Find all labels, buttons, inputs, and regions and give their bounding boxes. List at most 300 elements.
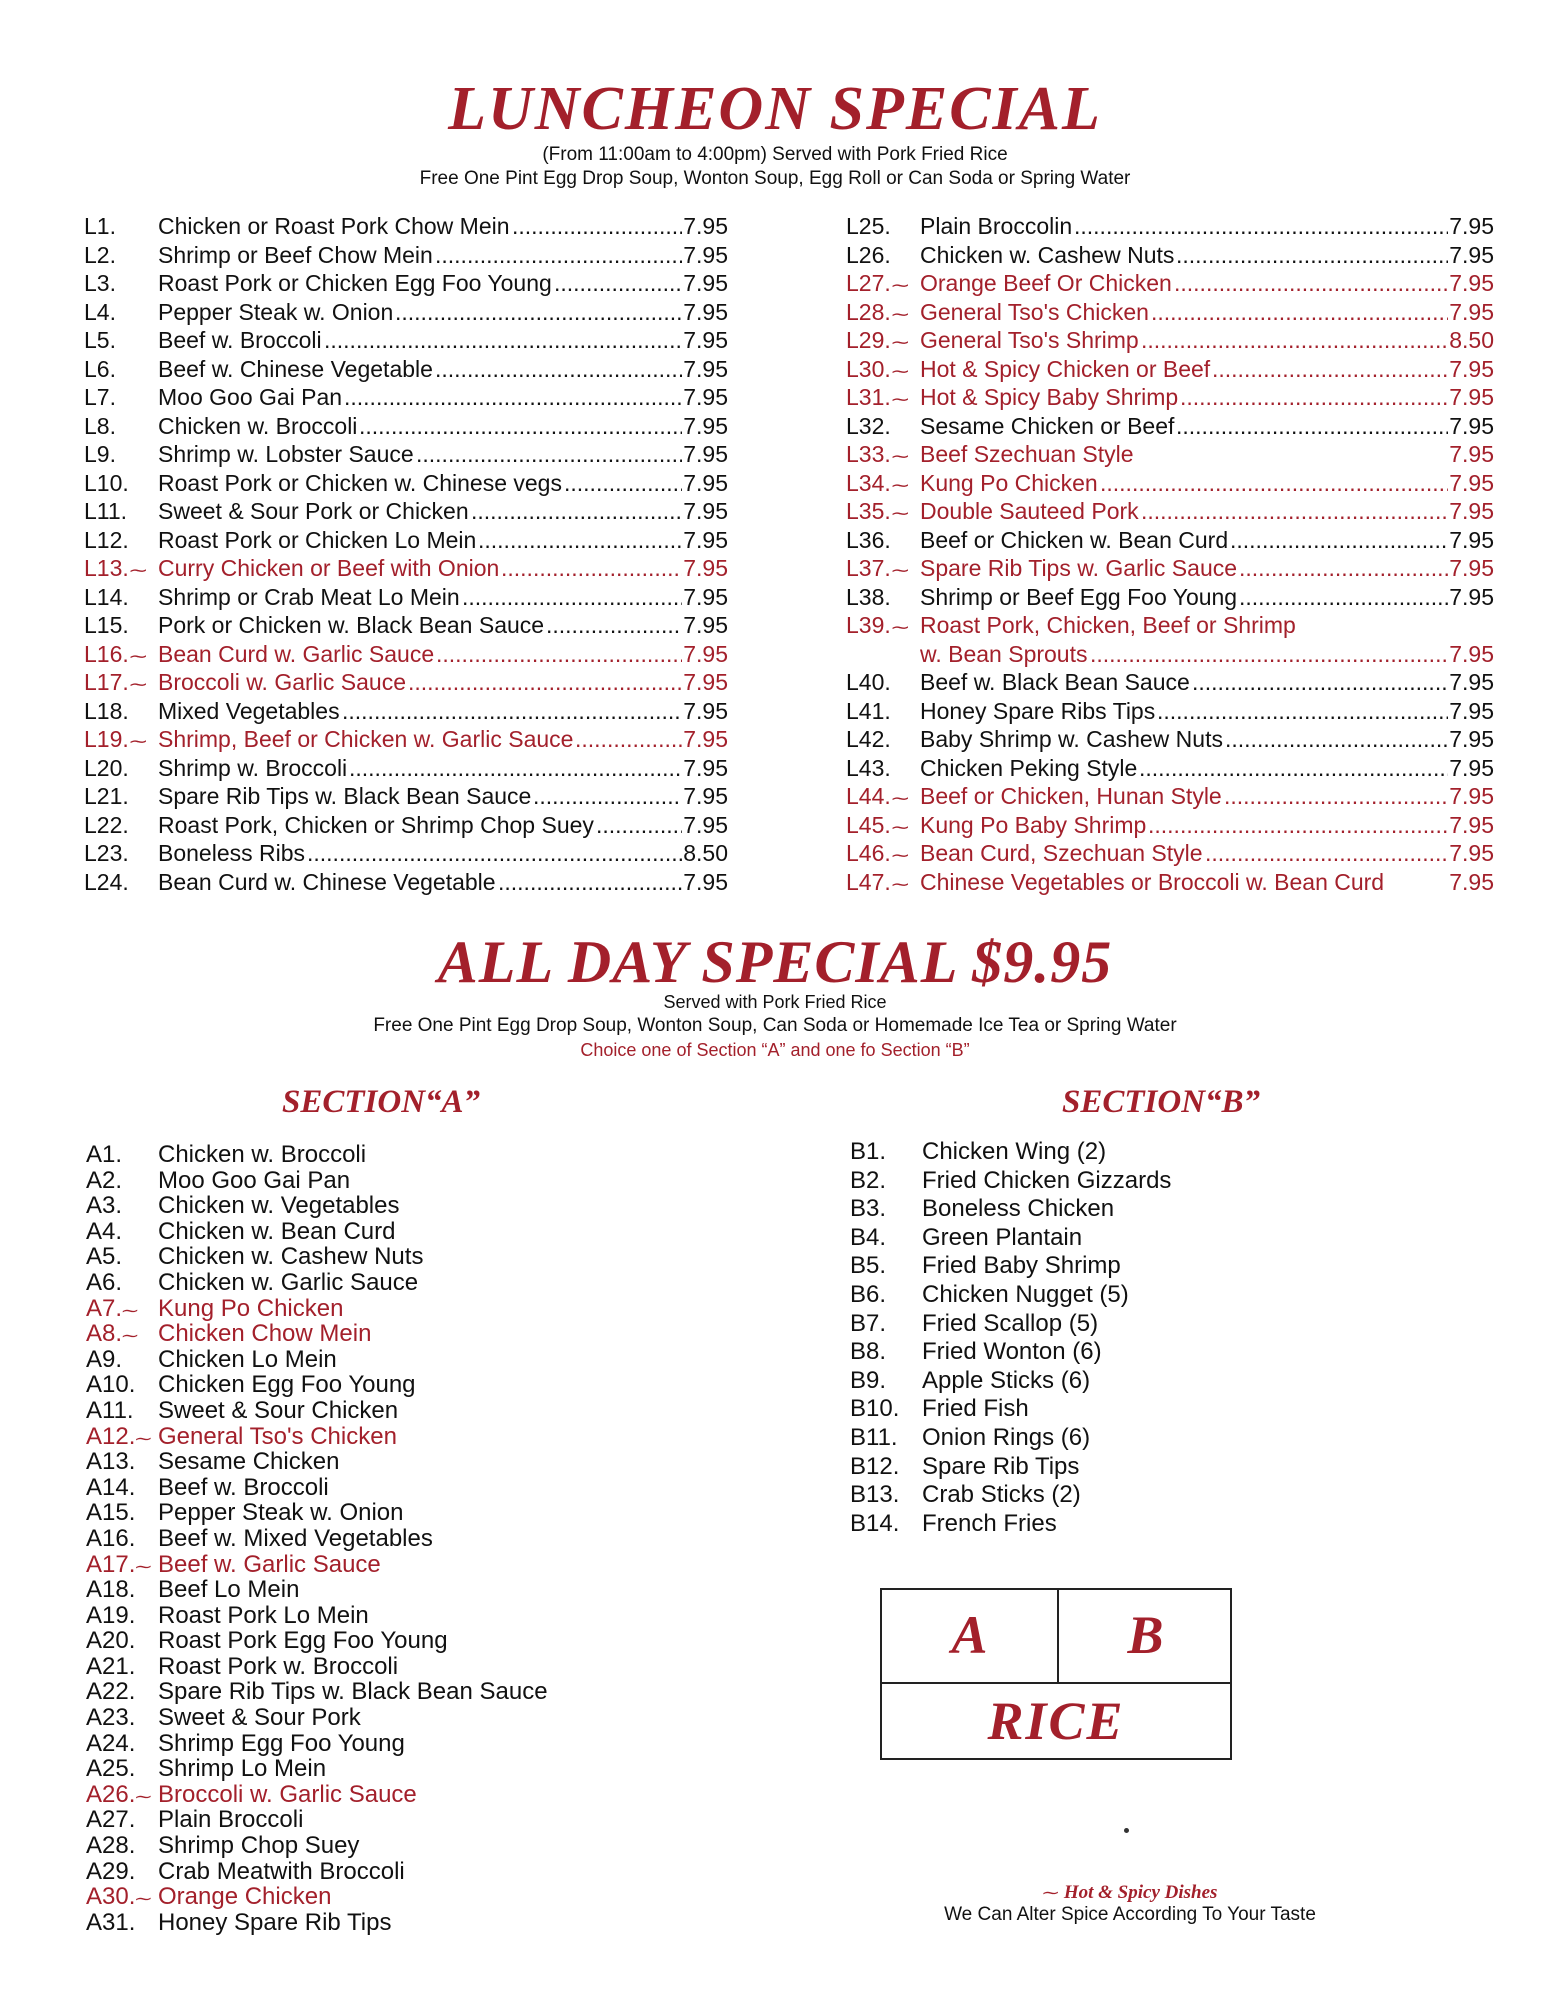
- item-code-text: L38.: [846, 583, 891, 610]
- item-code-text: L46.: [846, 840, 891, 866]
- chili-pepper-icon: ⁓: [122, 1328, 139, 1346]
- item-price: 7.95: [683, 412, 728, 439]
- item-name: Spare Rib Tips w. Black Bean Sauce: [158, 783, 532, 809]
- item-name: Double Sauteed Pork: [920, 498, 1139, 524]
- item-code: [86, 1193, 122, 1219]
- item-code-text: B5.: [850, 1252, 887, 1280]
- item-code-text: A5.: [86, 1243, 123, 1271]
- item-price: 7.95: [1449, 384, 1494, 410]
- item-code: [84, 640, 147, 672]
- leader-dots: [324, 326, 682, 355]
- item-price: 7.95: [1449, 270, 1494, 296]
- list-item: [850, 1510, 1350, 1539]
- item-price: 7.95: [1449, 840, 1494, 866]
- item-name: Chinese Vegetables or Broccoli w. Bean Curd: [920, 868, 1385, 895]
- list-item: [850, 1338, 1350, 1367]
- item-name: Pork or Chicken w. Black Bean Sauce: [158, 612, 545, 638]
- item-code-text: L39.: [846, 612, 891, 638]
- chili-pepper-icon: ⁓: [129, 561, 147, 580]
- leader-dots: [435, 241, 682, 270]
- item-name: Beef w. Chinese Vegetable: [158, 355, 433, 382]
- leader-dots: [1239, 583, 1448, 612]
- item-code: [84, 526, 129, 555]
- item-code-text: B3.: [850, 1195, 887, 1223]
- all-day-title: ALL DAY SPECIAL $9.95: [437, 929, 1113, 995]
- list-item: [86, 1449, 686, 1475]
- leader-dots: [498, 868, 682, 897]
- list-item: [850, 1224, 1350, 1253]
- item-code-text: L42.: [846, 726, 891, 752]
- item-price: 7.95: [683, 754, 728, 781]
- item-code: [84, 725, 147, 757]
- item-price: 7.95: [683, 669, 728, 695]
- combo-box: [880, 1588, 1232, 1760]
- chili-pepper-icon: ⁓: [891, 304, 909, 324]
- item-name: Shrimp w. Broccoli: [158, 754, 348, 781]
- list-item: [850, 1395, 1350, 1424]
- menu-item-row: [846, 298, 1494, 327]
- leader-dots: [1224, 782, 1448, 811]
- item-code: [850, 1281, 886, 1310]
- item-name: Honey Spare Rib Tips: [158, 1908, 392, 1936]
- item-code-text: L19.: [84, 726, 129, 752]
- menu-item-row: [846, 526, 1494, 555]
- menu-item-row: [84, 526, 728, 555]
- item-code: [86, 1807, 135, 1833]
- item-price: 7.95: [683, 270, 728, 296]
- leader-dots: [564, 469, 682, 498]
- section-a-title: SECTION“A”: [282, 1084, 481, 1120]
- item-price: 7.95: [1449, 640, 1494, 667]
- item-name: Chicken w. Cashew Nuts: [920, 241, 1175, 268]
- item-code: [846, 440, 909, 472]
- list-item: [86, 1756, 686, 1782]
- item-code: [846, 697, 891, 726]
- item-price: 7.95: [683, 555, 728, 581]
- list-item: [86, 1142, 686, 1168]
- item-name: Beef w. Black Bean Sauce: [920, 669, 1190, 695]
- menu-item-row: [846, 412, 1494, 441]
- menu-item-row: [846, 269, 1494, 298]
- item-name: Baby Shrimp w. Cashew Nuts: [920, 726, 1223, 752]
- item-code-text: A4.: [86, 1217, 123, 1245]
- item-name: Pepper Steak w. Onion: [158, 1499, 404, 1527]
- item-code-text: L21.: [84, 783, 129, 809]
- leader-dots: [1176, 241, 1448, 270]
- menu-item-row: [846, 640, 1494, 669]
- item-name: Apple Sticks (6): [922, 1366, 1091, 1394]
- item-code: [86, 1654, 135, 1680]
- item-code-text: A9.: [86, 1345, 123, 1373]
- all-day-freebies: Free One Pint Egg Drop Soup, Wonton Soup, Can Soda or Homemade Ice Tea or Spring Water: [373, 1015, 1177, 1036]
- item-code: [84, 668, 147, 700]
- item-code: [846, 668, 891, 697]
- item-price: 7.95: [1449, 868, 1494, 895]
- list-item: [86, 1654, 686, 1680]
- item-code: [84, 241, 116, 270]
- leader-dots: [1174, 269, 1448, 298]
- leader-dots: [533, 782, 682, 811]
- item-price: 8.50: [683, 840, 728, 866]
- menu-item-row: [84, 469, 728, 498]
- item-price: 7.95: [1449, 213, 1494, 239]
- item-name: Chicken w. Broccoli: [158, 412, 358, 439]
- item-name: Roast Pork or Chicken Lo Mein: [158, 526, 477, 553]
- item-price: 7.95: [683, 640, 728, 667]
- item-price: 7.95: [1449, 783, 1494, 809]
- item-code-text: A31.: [86, 1908, 136, 1936]
- item-code-text: L1.: [84, 213, 116, 239]
- list-item: [86, 1398, 686, 1424]
- item-price: 7.95: [683, 868, 728, 895]
- item-code: [86, 1500, 135, 1526]
- item-code: [84, 782, 129, 811]
- item-name: Bean Curd, Szechuan Style: [920, 840, 1203, 866]
- item-code-text: L13.: [84, 555, 129, 581]
- menu-item-row: [846, 469, 1494, 498]
- item-code-text: A1.: [86, 1141, 123, 1168]
- item-code-text: A29.: [86, 1857, 136, 1885]
- list-item: [86, 1526, 686, 1552]
- menu-item-row: [84, 754, 728, 783]
- item-code-text: L4.: [84, 298, 116, 325]
- item-code: [846, 868, 909, 900]
- item-code-text: A27.: [86, 1806, 136, 1834]
- item-code-text: B14.: [850, 1509, 900, 1537]
- item-name: Shrimp or Beef Chow Mein: [158, 241, 433, 268]
- item-code: [84, 839, 129, 868]
- list-item: [850, 1367, 1350, 1396]
- leader-dots: [462, 583, 682, 612]
- item-code: [86, 1449, 135, 1475]
- menu-item-row: [84, 440, 728, 469]
- item-code: [84, 497, 127, 526]
- item-code: [86, 1731, 135, 1757]
- leader-dots: [512, 212, 682, 241]
- item-code-text: L9.: [84, 441, 116, 467]
- item-code: [850, 1481, 899, 1510]
- leader-dots: [596, 811, 682, 840]
- menu-item-row: [846, 811, 1494, 840]
- item-name: Shrimp, Beef or Chicken w. Garlic Sauce: [158, 726, 574, 752]
- item-code-text: B2.: [850, 1166, 887, 1194]
- item-code: [850, 1310, 886, 1339]
- item-name: Shrimp or Crab Meat Lo Mein: [158, 583, 460, 610]
- item-price: 7.95: [1449, 526, 1494, 553]
- item-code: [84, 611, 129, 640]
- menu-item-row: [846, 383, 1494, 412]
- item-code: [850, 1224, 886, 1253]
- item-code-text: B10.: [850, 1395, 900, 1423]
- item-price: 7.95: [683, 384, 728, 410]
- item-code-text: A3.: [86, 1192, 123, 1220]
- item-code-text: B12.: [850, 1452, 900, 1480]
- item-name: Chicken w. Vegetables: [158, 1192, 400, 1220]
- item-code: [846, 241, 891, 270]
- chili-pepper-icon: ⁓: [891, 789, 909, 808]
- item-code: [86, 1910, 135, 1936]
- item-code: [84, 355, 116, 384]
- item-code: [86, 1244, 122, 1270]
- leader-dots: [435, 355, 682, 384]
- item-code: [846, 839, 909, 871]
- item-code: [86, 1526, 135, 1552]
- item-code: [846, 355, 909, 387]
- item-price: 7.95: [683, 726, 728, 752]
- leader-dots: [416, 440, 682, 469]
- item-name: Sweet & Sour Pork: [158, 1704, 361, 1732]
- item-code-text: A19.: [86, 1601, 136, 1629]
- item-code: [846, 725, 891, 754]
- menu-item-row: [84, 326, 728, 355]
- item-name: Chicken w. Bean Curd: [158, 1217, 396, 1245]
- leader-dots: [1141, 326, 1448, 355]
- item-price: 7.95: [1449, 298, 1494, 325]
- item-name: French Fries: [922, 1509, 1057, 1537]
- leader-dots: [436, 640, 682, 669]
- item-code-text: L15.: [84, 612, 129, 638]
- item-name: General Tso's Chicken: [158, 1422, 397, 1450]
- item-name: w. Bean Sprouts: [920, 640, 1088, 667]
- leader-dots: [1090, 640, 1448, 669]
- chili-pepper-icon: ⁓: [129, 646, 147, 666]
- item-price: 7.95: [683, 327, 728, 353]
- item-price: 7.95: [683, 213, 728, 239]
- chili-pepper-icon: ⁓: [129, 732, 147, 751]
- item-code: [850, 1195, 886, 1224]
- item-code-text: A2.: [86, 1166, 123, 1194]
- list-item: [850, 1453, 1350, 1482]
- leader-dots: [471, 497, 682, 526]
- menu-item-row: [84, 697, 728, 726]
- box-label-rice: RICE: [987, 1691, 1125, 1751]
- item-code: [86, 1756, 135, 1782]
- item-code-text: L33.: [846, 441, 891, 467]
- leader-dots: [575, 725, 682, 754]
- leader-dots: [1139, 754, 1448, 783]
- leader-dots: [1148, 811, 1448, 840]
- item-name: Sesame Chicken: [158, 1448, 340, 1476]
- list-item: [86, 1859, 686, 1885]
- luncheon-left-column: [84, 212, 728, 896]
- menu-item-row: [846, 754, 1494, 783]
- item-code-text: L10.: [84, 469, 129, 496]
- leader-dots: [1205, 839, 1448, 868]
- item-code: [84, 212, 116, 241]
- item-code-text: B11.: [850, 1423, 898, 1451]
- item-name: Crab Meatwith Broccoli: [158, 1857, 405, 1885]
- item-code: [846, 526, 891, 555]
- box-label-b: B: [1127, 1605, 1164, 1665]
- item-price: 7.95: [1449, 754, 1494, 781]
- item-price: 7.95: [683, 498, 728, 524]
- item-code: [846, 469, 909, 501]
- item-code: [846, 554, 909, 586]
- item-name: General Tso's Shrimp: [920, 327, 1139, 353]
- list-item: [86, 1807, 686, 1833]
- item-code: [86, 1679, 135, 1705]
- item-name: Chicken Peking Style: [920, 754, 1138, 781]
- item-code: [86, 1142, 122, 1168]
- item-name: Beef w. Mixed Vegetables: [158, 1524, 433, 1552]
- item-code: [86, 1628, 135, 1654]
- item-name: Plain Broccoli: [158, 1806, 304, 1834]
- item-code-text: L36.: [846, 526, 891, 553]
- item-code-text: L23.: [84, 840, 129, 866]
- leader-dots: [1157, 697, 1448, 726]
- spicy-legend-title: Hot & Spicy Dishes: [1063, 1882, 1218, 1903]
- item-name: Sweet & Sour Pork or Chicken: [158, 498, 469, 524]
- item-code: [84, 440, 116, 469]
- item-name: Chicken Egg Foo Young: [158, 1371, 416, 1399]
- chili-pepper-icon: ⁓: [122, 1302, 139, 1320]
- item-code: [850, 1453, 899, 1482]
- item-code-text: A22.: [86, 1678, 136, 1706]
- item-code-text: L22.: [84, 811, 129, 838]
- item-name: Broccoli w. Garlic Sauce: [158, 1780, 417, 1808]
- all-day-served: Served with Pork Fried Rice: [663, 992, 887, 1012]
- item-code: [846, 754, 891, 783]
- list-item: [86, 1884, 686, 1910]
- list-item: [850, 1424, 1350, 1453]
- item-code: [86, 1833, 135, 1859]
- item-name: Bean Curd w. Chinese Vegetable: [158, 868, 496, 895]
- item-name: Beef w. Broccoli: [158, 327, 322, 353]
- item-name: Spare Rib Tips w. Black Bean Sauce: [158, 1678, 548, 1706]
- list-item: [86, 1168, 686, 1194]
- menu-item-row: [846, 611, 1494, 640]
- list-item: [86, 1219, 686, 1245]
- chili-pepper-icon: ⁓: [891, 504, 909, 523]
- list-item: [850, 1252, 1350, 1281]
- chili-pepper-icon: ⁓: [135, 1430, 152, 1448]
- menu-item-row: [846, 440, 1494, 469]
- item-code: [84, 754, 129, 783]
- item-name: Orange Beef Or Chicken: [920, 270, 1172, 296]
- list-item: [86, 1296, 686, 1322]
- item-code: [84, 298, 116, 327]
- item-code-text: L32.: [846, 412, 891, 439]
- item-name: Broccoli w. Garlic Sauce: [158, 669, 406, 695]
- item-code: [850, 1424, 898, 1453]
- item-code-text: A16.: [86, 1524, 136, 1552]
- leader-dots: [546, 611, 682, 640]
- list-item: [86, 1347, 686, 1373]
- menu-item-row: [84, 241, 728, 270]
- item-code-text: A25.: [86, 1755, 136, 1783]
- item-name: Roast Pork or Chicken Egg Foo Young: [158, 270, 552, 296]
- list-item: [86, 1500, 686, 1526]
- item-price: 7.95: [1449, 241, 1494, 268]
- item-code-text: A12.: [86, 1422, 136, 1450]
- menu-item-row: [846, 583, 1494, 612]
- item-code-text: L20.: [84, 754, 129, 781]
- item-name: Boneless Chicken: [922, 1195, 1115, 1223]
- item-code: [846, 497, 909, 529]
- item-code-text: L5.: [84, 327, 116, 353]
- item-code-text: L31.: [846, 384, 891, 410]
- item-code: [846, 298, 909, 330]
- item-name: Chicken Wing (2): [922, 1138, 1107, 1165]
- chili-pepper-icon: ⁓: [891, 618, 909, 637]
- menu-item-row: [84, 725, 728, 754]
- menu-item-row: [84, 640, 728, 669]
- list-item: [86, 1731, 686, 1757]
- item-code: [84, 412, 116, 441]
- item-code-text: L40.: [846, 669, 891, 695]
- leader-dots: [1225, 725, 1448, 754]
- item-code: [84, 583, 129, 612]
- list-item: [86, 1372, 686, 1398]
- chili-pepper-icon: ⁓: [891, 390, 909, 409]
- item-name: Spare Rib Tips: [922, 1452, 1080, 1480]
- item-name: Moo Goo Gai Pan: [158, 384, 343, 410]
- section-a-list: [86, 1142, 686, 1935]
- leader-dots: [554, 269, 682, 298]
- item-price: 7.95: [1449, 583, 1494, 610]
- item-code-text: B4.: [850, 1223, 887, 1251]
- chili-pepper-icon: ⁓: [891, 475, 909, 495]
- item-name: Sesame Chicken or Beef: [920, 412, 1175, 439]
- item-code-text: L29.: [846, 327, 891, 353]
- item-code: [846, 412, 891, 441]
- item-price: 7.95: [683, 526, 728, 553]
- item-code: [850, 1167, 886, 1196]
- list-item: [86, 1705, 686, 1731]
- item-name: Chicken w. Broccoli: [158, 1141, 367, 1168]
- all-day-choice: Choice one of Section “A” and one fo Section “B”: [580, 1040, 970, 1060]
- list-item: [850, 1310, 1350, 1339]
- item-price: 7.95: [1449, 726, 1494, 752]
- item-name: Roast Pork Lo Mein: [158, 1601, 369, 1629]
- item-code: [850, 1138, 886, 1167]
- menu-item-row: [84, 554, 728, 583]
- item-code: [850, 1395, 899, 1424]
- item-code: [86, 1705, 135, 1731]
- item-code-text: A6.: [86, 1268, 123, 1296]
- item-code-text: A14.: [86, 1473, 136, 1501]
- chili-pepper-icon: ⁓: [891, 817, 909, 837]
- item-code-text: B1.: [850, 1138, 887, 1165]
- leader-dots: [1141, 497, 1448, 526]
- leader-dots: [1100, 469, 1448, 498]
- item-code-text: L27.: [846, 270, 891, 296]
- item-price: 7.95: [683, 469, 728, 496]
- chili-pepper-icon: ⁓: [891, 333, 909, 352]
- item-price: 7.95: [683, 355, 728, 382]
- item-name: Boneless Ribs: [158, 840, 306, 866]
- item-name: Green Plantain: [922, 1223, 1083, 1251]
- item-code-text: B13.: [850, 1481, 900, 1509]
- menu-item-row: [846, 241, 1494, 270]
- item-code: [850, 1367, 886, 1396]
- item-code-text: L6.: [84, 355, 116, 382]
- item-code-text: L30.: [846, 355, 891, 382]
- item-name: Beef w. Broccoli: [158, 1473, 329, 1501]
- item-code-text: L7.: [84, 384, 116, 410]
- list-item: [86, 1270, 686, 1296]
- item-code: [84, 868, 129, 897]
- chili-pepper-icon: ⁓: [891, 561, 909, 580]
- item-code-text: B7.: [850, 1309, 887, 1337]
- list-item: [86, 1833, 686, 1859]
- leader-dots: [1230, 526, 1448, 555]
- menu-item-row: [84, 839, 728, 868]
- item-code-text: L14.: [84, 583, 129, 610]
- list-item: [86, 1577, 686, 1603]
- item-code-text: L44.: [846, 783, 891, 809]
- section-b-title: SECTION“B”: [1062, 1084, 1261, 1120]
